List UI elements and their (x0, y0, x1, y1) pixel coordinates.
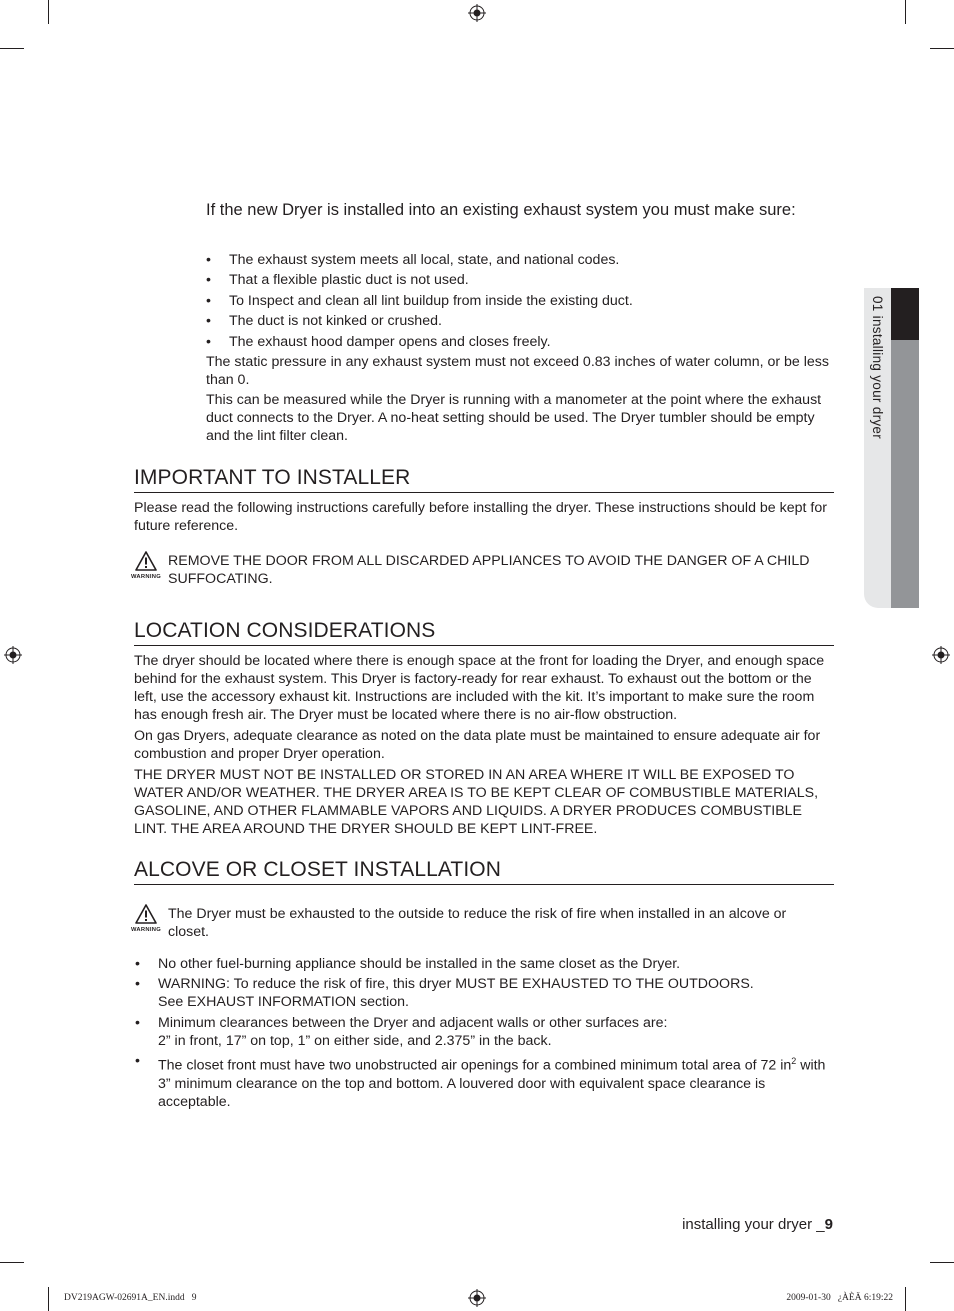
caution-paragraph: THE DRYER MUST NOT BE INSTALLED OR STORED IN AN AREA WHERE IT WILL BE EXPOSED TO WATER AND/OR WEATHER. THE DRYER AREA IS TO BE KEPT CLEAR OF COMBUSTIBLE MATERIALS, GASOLINE, AND OTHER FLAMMABLE VAPORS AND LIQUIDS. A DRYER PRODUCES COMBUSTIBLE LINT. THE AREA AROUND THE DRYER SHOULD BE KEPT LINT-FREE. (134, 767, 819, 837)
crop-mark (0, 1262, 24, 1263)
bullet-text: No other fuel-burning appliance should be installed in the same closet as the Dryer. (158, 956, 681, 972)
intro-block (206, 251, 834, 445)
side-tab-marker (891, 288, 919, 340)
warning-badge (128, 904, 164, 933)
intro-bullet-list (206, 251, 834, 351)
crop-mark (48, 0, 49, 24)
warning-label: WARNING (130, 574, 162, 580)
warning-text: The Dryer must be exhausted to the outside to reduce the risk of fire when installed in an alcove or closet. (168, 906, 787, 940)
warning-label: WARNING (130, 927, 162, 933)
page-footer (682, 1216, 833, 1233)
crop-mark (930, 48, 954, 49)
crop-mark (0, 48, 24, 49)
static-pressure-paragraph: The static pressure in any exhaust system must not exceed 0.83 inches of water column, or be less than 0. (206, 353, 829, 388)
manometer-paragraph: This can be measured while the Dryer is running with a manometer at the point where the exhaust duct connects to the Dryer. A no-heat setting should be used. The Dryer tumbler should be empty and the lint filter clean. (206, 391, 822, 444)
crop-mark (48, 1287, 49, 1311)
list-item: • The exhaust hood damper opens and closes freely. (206, 333, 834, 351)
registration-mark-icon (468, 4, 486, 22)
crop-mark (930, 1262, 954, 1263)
list-item: • That a flexible plastic duct is not used. (206, 271, 834, 289)
list-item: • The exhaust system meets all local, state, and national codes. (206, 251, 834, 269)
list-item: • To Inspect and clean all lint buildup from inside the existing duct. (206, 292, 834, 310)
crop-mark (905, 0, 906, 24)
footer-text: installing your dryer _ (682, 1216, 825, 1233)
heading-location-considerations: LOCATION CONSIDERATIONS (134, 618, 834, 646)
bullet-text: Minimum clearances between the Dryer and adjacent walls or other surfaces are: (158, 1014, 668, 1031)
bullet-text: with 3” minimum clearance on the top and bottom. A louvered door with equivalent space clearance is acceptable. (158, 1057, 826, 1110)
page-number: 9 (824, 1216, 833, 1233)
registration-mark-icon (932, 646, 950, 664)
bullet-text: The closet front must have two unobstructed air openings for a combined minimum total area of 72 in (158, 1057, 792, 1074)
crop-mark (905, 1287, 906, 1311)
registration-mark-icon (468, 1289, 486, 1307)
heading-important-to-installer: IMPORTANT TO INSTALLER (134, 465, 834, 493)
intro-title: If the new Dryer is installed into an existing exhaust system you must make sure: (206, 201, 796, 219)
warning-badge (128, 551, 164, 580)
list-item (135, 1014, 834, 1050)
side-tab-label: 01 installing your dryer (870, 296, 885, 440)
superscript: 2 (791, 1056, 797, 1067)
list-item: • The duct is not kinked or crushed. (206, 312, 834, 330)
bullet-text: See EXHAUST INFORMATION section. (158, 994, 409, 1011)
heading-alcove-closet: ALCOVE OR CLOSET INSTALLATION (134, 857, 834, 885)
slug-date: 2009-01-30 ¿ÀÈÄ 6:19:22 (786, 1293, 893, 1303)
bullet-text: 2” in front, 17” on top, 1” on either side, and 2.375” in the back. (158, 1032, 552, 1049)
list-item (135, 955, 834, 973)
list-item (135, 975, 834, 1011)
location-paragraph: The dryer should be located where there is enough space at the front for loading the Dryer, and enough space behind for the exhaust system. This Dryer is factory-ready for rear exhaust. To exhaust out the bottom or the left, use the accessory exhaust kit. Instructions are included with the kit. It’s important to make sure the room has enough fresh air. The Dryer must be located where there is no air-flow obstruction. (134, 653, 825, 723)
bullet-text: WARNING: To reduce the risk of fire, this dryer MUST BE EXHAUSTED TO THE OUTDOORS. (158, 976, 754, 993)
side-tab-bar (891, 340, 919, 608)
slug-file: DV219AGW-02691A_EN.indd 9 (64, 1293, 197, 1303)
warning-text: REMOVE THE DOOR FROM ALL DISCARDED APPLIANCES TO AVOID THE DANGER OF A CHILD SUFFOCATING. (168, 553, 810, 587)
location-block (134, 652, 834, 838)
list-item (135, 1052, 834, 1111)
warning-triangle-icon (135, 551, 157, 571)
registration-mark-icon (4, 646, 22, 664)
gas-dryer-paragraph: On gas Dryers, adequate clearance as noted on the data plate must be maintained to ensure adequate air for combustion and proper Dryer operation. (134, 728, 821, 762)
warning-triangle-icon (135, 904, 157, 924)
alcove-bullet-list (135, 955, 834, 1111)
important-paragraph: Please read the following instructions carefully before installing the dryer. These instructions should be kept for future reference. (134, 500, 827, 534)
